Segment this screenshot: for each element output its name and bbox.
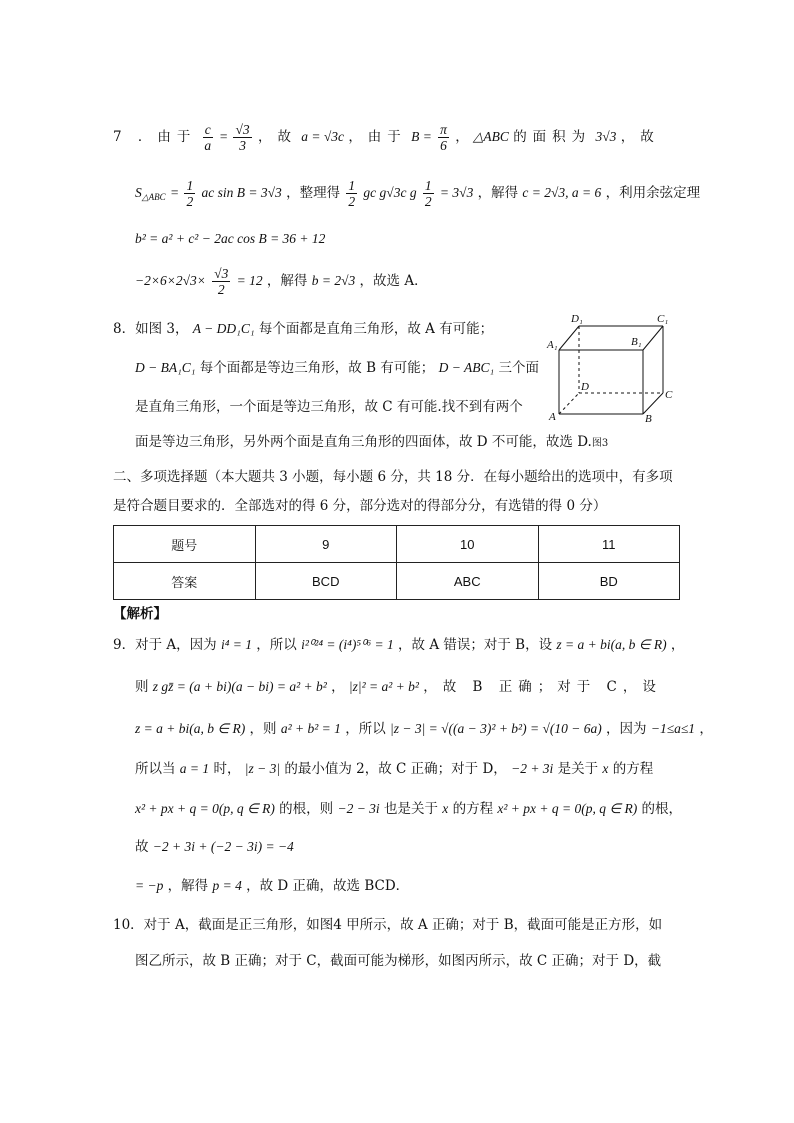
q9-math-14: x² + px + q = 0(p, q ∈ R) <box>135 801 275 816</box>
table-cell: BCD <box>255 563 397 600</box>
q8-line2 <box>135 359 539 377</box>
q7-product-2: −2×6×2√3× <box>135 273 206 288</box>
q9-text-14: 的最小值为 2，故 C 正确；对于 D， <box>284 761 507 777</box>
q9-text-18: 也是关于 <box>383 801 438 817</box>
q9-math-9: −1≤a≤1 <box>650 721 696 736</box>
label-B: B <box>645 413 652 425</box>
q9-math-19: = −p <box>135 878 164 893</box>
q8-tetra-2: D − BA₁C₁ <box>135 360 196 375</box>
q9-line3 <box>135 720 713 738</box>
label-A: A <box>549 411 556 423</box>
q7-text-area: 的面积为 <box>513 129 592 145</box>
table-cell: 9 <box>255 526 397 563</box>
q9-line1 <box>113 636 684 654</box>
q7-text-gu2: ，故 <box>620 129 660 145</box>
fraction-half: $\frac{1}{2}$ <box>186 178 194 209</box>
q9-text-9: ，所以 <box>345 721 386 737</box>
cube-figure <box>545 308 680 426</box>
q8-text-3: 三个面 <box>498 360 539 376</box>
label-D: D <box>581 381 589 393</box>
q7-comma: ， <box>455 129 469 145</box>
q9-math-3: z = a + bi(a, b ∈ R) <box>556 637 667 652</box>
q9-line2 <box>135 678 662 696</box>
section2-line2 <box>113 497 606 515</box>
table-cell: BD <box>538 563 680 600</box>
q9-math-4: z gz̄ = (a + bi)(a − bi) = a² + b² <box>152 679 327 694</box>
q9-text-5: 则 <box>135 679 149 695</box>
q9-text-15: 是关于 <box>557 761 599 777</box>
q7-area-value: 3√3 <box>595 129 617 144</box>
edge-A1D1 <box>559 326 579 350</box>
q7-b-value: b = 2√3 <box>311 273 356 288</box>
q8-text-2: 每个面都是等边三角形，故 B 有可能； <box>199 360 435 376</box>
q7-cosine-formula: b² = a² + c² − 2ac cos B = 36 + 12 <box>135 231 326 246</box>
q9-text-8: ，则 <box>249 721 277 737</box>
edge-AD <box>559 393 579 414</box>
q7-text-zhengli: ，整理得 <box>286 185 341 201</box>
q8-tetra-3: D − ABC₁ <box>438 360 495 375</box>
q7-label: 7 ．由于 <box>113 129 197 145</box>
q9-math-1: i⁴ = 1 <box>220 637 252 652</box>
label-B1: B₁ <box>631 336 642 348</box>
q7-eq-3sqrt3: = 3√3 <box>439 185 474 200</box>
edge-BC <box>643 393 663 414</box>
label-D1: D₁ <box>571 313 583 325</box>
q7-line2 <box>135 178 700 209</box>
fraction-c-over-a: $\frac{c}{a}$ <box>204 122 212 153</box>
q9-math-11: |z − 3| <box>244 761 281 776</box>
q7-text-jiede: ，解得 <box>477 185 519 201</box>
q9-text-2: ，所以 <box>256 637 297 653</box>
q9-line6 <box>135 838 294 856</box>
edge-B1C1 <box>643 326 663 350</box>
section2-instructions: 是符合题目要求的．全部选对的得 6 分，部分选对的得部分分，有选错的得 0 分） <box>113 498 607 514</box>
answer-table <box>113 525 680 600</box>
q9-math-12: −2 + 3i <box>511 761 554 776</box>
q7-eq-sign: = <box>169 185 183 200</box>
q7-c-a-values: c = 2√3, a = 6 <box>522 185 602 200</box>
table-cell: 题号 <box>114 526 256 563</box>
q9-text-16: 的方程 <box>612 761 654 777</box>
q9-text-12: 所以当 <box>135 761 176 777</box>
table-cell: ABC <box>397 563 539 600</box>
q9-line4 <box>135 760 653 778</box>
q9-text-11: ， <box>699 721 713 737</box>
q8-tetra-1: A − DD₁C₁ <box>192 321 255 336</box>
q9-math-13: x <box>602 761 609 776</box>
fraction-half-3: $\frac{1}{2}$ <box>424 178 432 209</box>
q8-text-4: 是直角三角形，一个面是等边三角形，故 C 有可能.找不到有两个 <box>135 399 523 415</box>
q9-text-21: 故 <box>135 839 149 855</box>
q8-text-5: 面是等边三角形，另外两个面是直角三角形的四面体，故 D 不可能，故选 D. <box>135 434 592 450</box>
q9-math-17: x² + px + q = 0(p, q ∈ R) <box>497 801 638 816</box>
q9-text-19: 的方程 <box>452 801 494 817</box>
table-cell: 10 <box>397 526 539 563</box>
q7-text-youyu: ，由于 <box>348 129 407 145</box>
q8-text-1: 每个面都是直角三角形，故 A 有可能； <box>258 321 494 337</box>
q8-line3 <box>135 398 523 416</box>
q10-text-2: 图乙所示，故 B 正确；对于 C，截面可能为梯形，如图丙所示，故 C 正确；对于 D，截 <box>135 953 662 969</box>
q7-text-cosine-law: ，利用余弦定理 <box>605 185 701 201</box>
q10-text-1: 10．对于 A，截面是正三角形，如图4 甲所示，故 A 正确；对于 B，截面可能是正方形，如 <box>113 917 663 933</box>
q9-text-3: ，故 A 错误；对于 B，设 <box>398 637 553 653</box>
q9-text-10: ，因为 <box>606 721 647 737</box>
q9-text-7: ，故 B 正确；对于 C，设 <box>423 679 662 695</box>
q7-text-jiede-2: ，解得 <box>266 273 308 289</box>
q10-line1 <box>113 916 662 934</box>
section2-title: 二、多项选择题（本大题共 3 小题，每小题 6 分，共 18 分．在每小题给出的选项中，有多项 <box>113 469 673 485</box>
q7-answer: ，故选 A． <box>359 273 428 289</box>
q7-triangle: △ABC <box>473 129 509 144</box>
q7-line4 <box>135 266 428 297</box>
label-C1: C₁ <box>657 313 669 325</box>
fraction-sqrt3-over-2: $\frac{√3}{2}$ <box>214 266 229 297</box>
q7-a-eq: a = √3c <box>301 129 345 144</box>
table-row <box>114 526 680 563</box>
q9-math-6: z = a + bi(a, b ∈ R) <box>135 721 246 736</box>
q7-S: S <box>135 185 142 200</box>
q9-math-10: a = 1 <box>179 761 210 776</box>
q9-math-16: x <box>442 801 449 816</box>
label-C: C <box>665 389 673 401</box>
q9-line7 <box>135 877 409 895</box>
q7-product: gc g√3c g <box>363 185 417 200</box>
q9-text-1: 9．对于 A，因为 <box>113 637 217 653</box>
fraction-half-2: $\frac{1}{2}$ <box>348 178 356 209</box>
q7-B-eq: B = <box>411 129 432 144</box>
table-row <box>114 563 680 600</box>
q8-line1 <box>113 320 493 338</box>
q9-text-22: ，解得 <box>167 878 209 894</box>
q9-text-23: ，故 D 正确，故选 BCD． <box>246 878 410 894</box>
q7-eq-12: = 12 <box>236 273 263 288</box>
fraction-sqrt3-over-3: $\frac{√3}{3}$ <box>235 122 250 153</box>
q9-math-8: |z − 3| = √((a − 3)² + b²) = √(10 − 6a) <box>390 721 602 736</box>
q9-math-7: a² + b² = 1 <box>280 721 341 736</box>
q8-line4 <box>135 433 608 453</box>
q9-text-6: ， <box>331 679 345 695</box>
q8-intro: 8．如图 3， <box>113 321 189 337</box>
q9-text-20: 的根， <box>641 801 683 817</box>
jiexi-heading: 【解析】 <box>113 606 167 622</box>
q9-text-17: 的根，则 <box>279 801 334 817</box>
q9-math-2: i²⁰²⁴ = (i⁴)⁵⁰⁶ = 1 <box>301 637 394 652</box>
table-cell: 答案 <box>114 563 256 600</box>
table-cell: 11 <box>538 526 680 563</box>
fraction-pi-over-6: $\frac{\pi}{6}$ <box>440 122 447 153</box>
figure-3-caption: 图3 <box>591 438 609 449</box>
label-A1: A₁ <box>547 339 558 351</box>
q10-line2 <box>135 952 661 970</box>
q9-line5 <box>135 800 682 818</box>
section2-line1 <box>113 468 673 486</box>
q7-area-formula: ac sin B = 3√3 <box>201 185 282 200</box>
q7-S-sub: △ABC <box>141 192 166 202</box>
q9-math-15: −2 − 3i <box>337 801 380 816</box>
q9-math-20: p = 4 <box>212 878 242 893</box>
q9-math-18: −2 + 3i + (−2 − 3i) = −4 <box>152 839 294 854</box>
q7-line3 <box>135 230 325 248</box>
q7-text-gu: ，故 <box>257 129 297 145</box>
q9-text-4: ， <box>670 637 685 653</box>
q9-text-13: 时， <box>213 761 241 777</box>
q9-math-5: |z|² = a² + b² <box>348 679 419 694</box>
q7-line1: 7 ．由于 $\frac{c}{a}$ = $\frac{√3}{3}$ ，故 a = √3c ，由于 B = $\frac{\pi}{6}$ ， △ABC 的面积为 3√3 ，故 <box>113 122 660 153</box>
